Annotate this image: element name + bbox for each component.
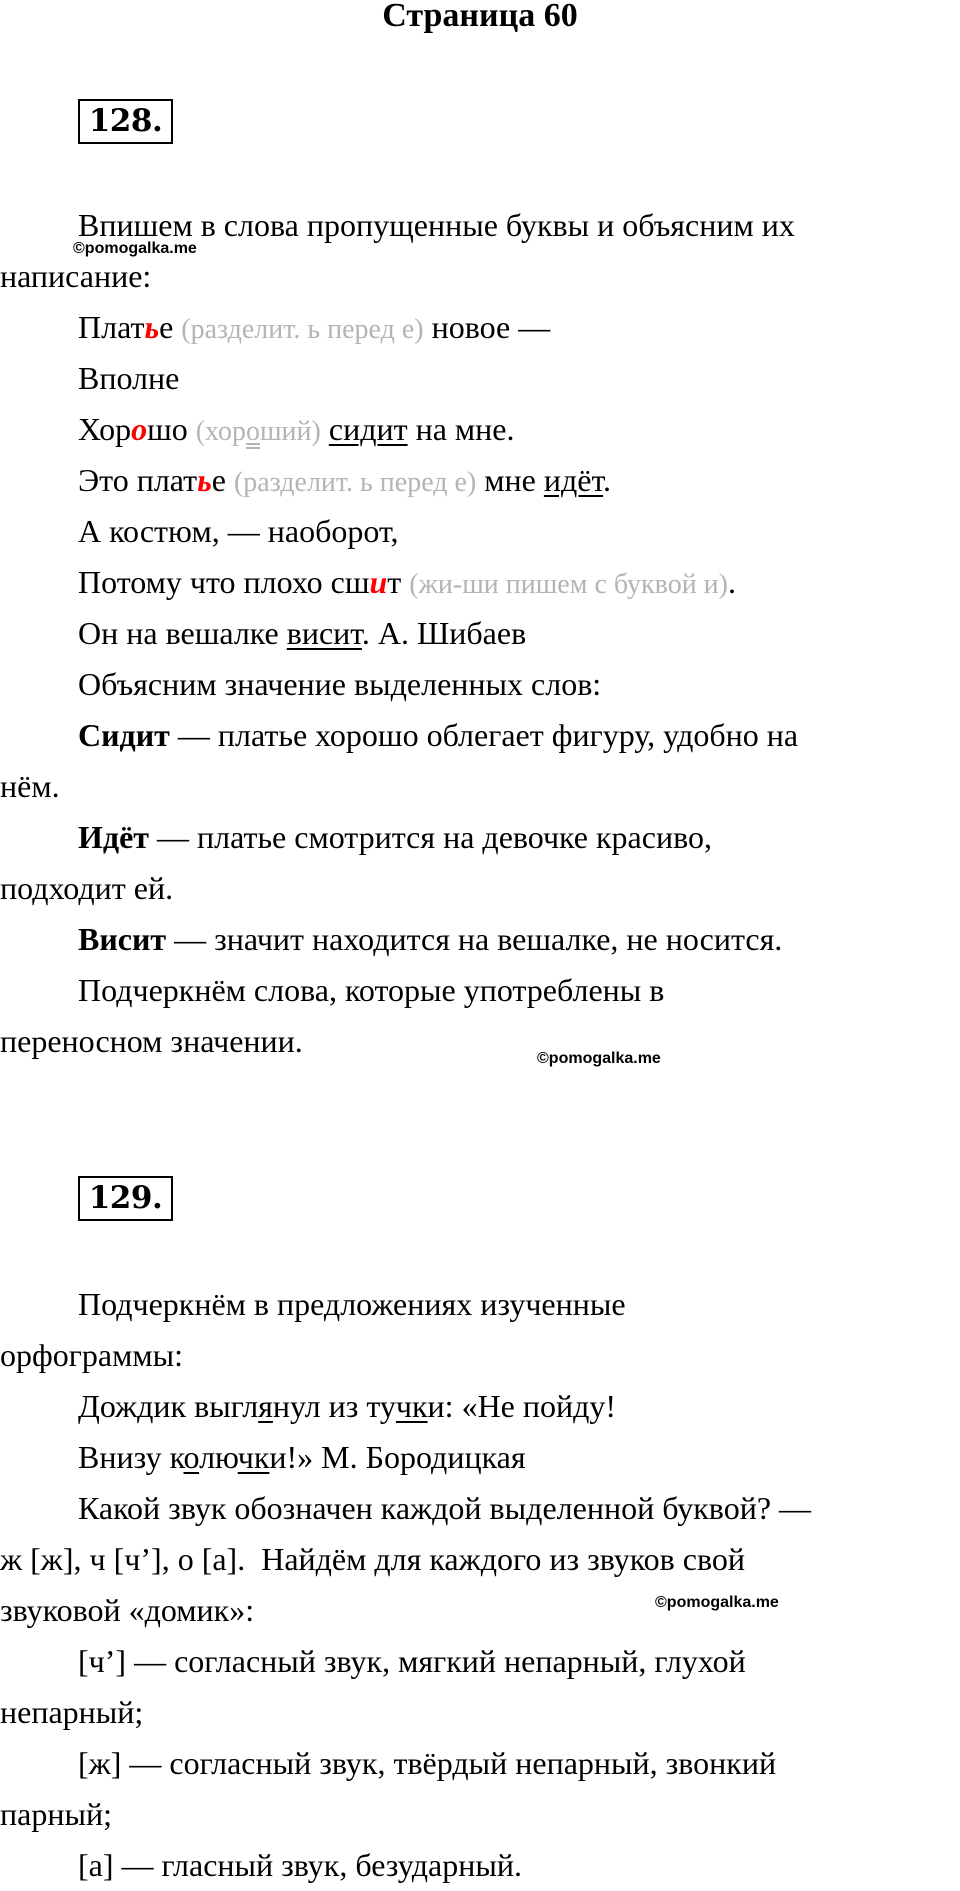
orthogram: чк <box>237 1439 270 1475</box>
poem-line: Внизу колючки!» М. Бородицкая <box>78 1439 526 1475</box>
sound-line: [ч’] — согласный звук, мягкий непарный, глухой <box>78 1643 746 1679</box>
text: на мне. <box>415 411 515 447</box>
word-part: т <box>387 564 402 600</box>
rule-hint: (жи-ши пишем с буквой и) <box>409 569 728 600</box>
sound-line: непарный; <box>0 1694 144 1730</box>
poem-line: Он на вешалке висит. А. Шибаев <box>78 615 527 651</box>
page-title: Страница 60 <box>382 0 578 34</box>
intro-line: Впишем в слова пропущенные буквы и объясним их <box>78 207 795 243</box>
word-part: е <box>159 309 174 345</box>
definition-term: Висит <box>78 921 167 957</box>
task-line: переносном значении. <box>0 1023 303 1059</box>
definition-term: Идёт <box>78 819 149 855</box>
poem-line: Это платье (разделит. ь перед е) мне идёт. <box>78 462 612 498</box>
poem-line: Вполне <box>78 360 180 396</box>
orthogram: о <box>183 1439 200 1475</box>
intro-line: написание: <box>0 258 152 294</box>
text: мне <box>484 462 536 498</box>
word-part: Это плат <box>78 462 198 498</box>
word-part: Потому что плохо сш <box>78 564 370 600</box>
poem-line: Дождик выглянул из тучки: «Не пойду! <box>78 1388 617 1424</box>
inserted-letter: о <box>131 411 148 447</box>
exercise-129-body <box>0 1279 960 1891</box>
definition-line: Висит — значит находится на вешалке, не носится. <box>78 921 783 957</box>
poem-line <box>0 302 960 353</box>
sound-line: парный; <box>0 1796 112 1832</box>
sound-line: [а] — гласный звук, безударный. <box>78 1847 522 1883</box>
word-part: Плат <box>78 309 145 345</box>
exercise-128-body <box>0 200 960 1067</box>
question-line: ж [ж], ч [ч’], о [а]. Найдём для каждого из звуков свой <box>0 1541 745 1577</box>
orthogram: чк <box>395 1388 428 1424</box>
rule-hint: (хороший) <box>195 416 321 447</box>
watermark: ©pomogalka.me <box>73 240 197 257</box>
inserted-letter: и <box>369 564 388 600</box>
inserted-letter: ь <box>197 462 212 498</box>
inserted-letter: ь <box>144 309 160 345</box>
question-line: звуковой «домик»: <box>0 1592 255 1628</box>
explain-intro: Объясним значение выделенных слов: <box>78 666 602 702</box>
definition-line: Сидит — платье хорошо облегает фигуру, удобно на <box>78 717 799 753</box>
intro-line: орфограммы: <box>0 1337 183 1373</box>
underlined-word: висит <box>286 615 362 651</box>
definition-term: Сидит <box>78 717 170 753</box>
task-line: Подчеркнём слова, которые употреблены в <box>78 972 665 1008</box>
poem-line: Потому что плохо сшит (жи-ши пишем с буквой и). <box>78 564 736 600</box>
rule-hint: (разделит. ь перед е) <box>233 467 477 498</box>
definition-line: Идёт — платье смотрится на девочке красиво, <box>78 819 712 855</box>
watermark: ©pomogalka.me <box>655 1594 779 1611</box>
stressed-letter: о <box>246 416 260 447</box>
question-line: Какой звук обозначен каждой выделенной буквой? — <box>78 1490 812 1526</box>
watermark: ©pomogalka.me <box>537 1050 661 1067</box>
underlined-word: идёт <box>543 462 604 498</box>
word-part: Хор <box>78 411 132 447</box>
definition-line: нём. <box>0 768 60 804</box>
poem-line <box>0 404 960 455</box>
word-part: е <box>211 462 226 498</box>
text: новое — <box>431 309 551 345</box>
definition-line: подходит ей. <box>0 870 174 906</box>
intro-line: Подчеркнём в предложениях изученные <box>78 1286 626 1322</box>
poem-line: А костюм, — наоборот, <box>78 513 399 549</box>
orthogram: я <box>258 1388 273 1424</box>
exercise-number-129: 129. <box>78 1176 173 1221</box>
rule-hint: (разделит. ь перед е) <box>181 314 424 345</box>
text: Он на вешалке <box>78 615 279 651</box>
sound-line: [ж] — согласный звук, твёрдый непарный, звонкий <box>78 1745 777 1781</box>
underlined-word: сидит <box>328 411 408 447</box>
exercise-number-128: 128. <box>78 99 173 144</box>
word-part: шо <box>147 411 188 447</box>
